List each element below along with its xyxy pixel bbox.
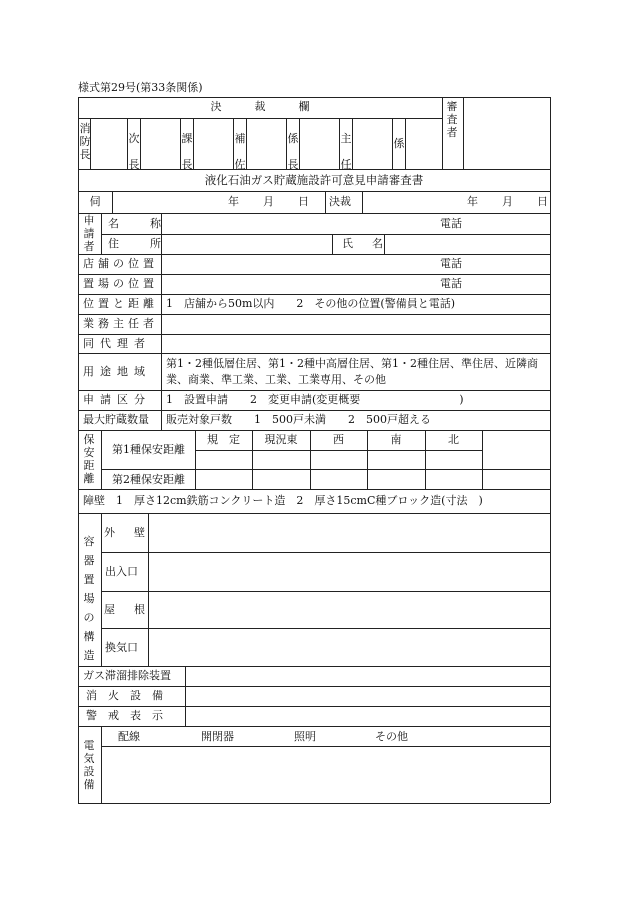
role-assistant: 補佐 xyxy=(234,132,246,171)
storage-location-label: 置場の位置 xyxy=(83,277,158,290)
first-class-distance-label: 第1種保安距離 xyxy=(112,443,185,456)
rule xyxy=(332,234,333,254)
rule xyxy=(352,118,353,169)
max-storage-label: 最大貯蔵数量 xyxy=(83,413,149,426)
distance-value: 1 店舗から50m以内 2 その他の位置(警備員と電話) xyxy=(166,297,456,310)
role-staff: 係 xyxy=(393,137,405,150)
zoning-line-1: 第1・2種低層住居、第1・2種中高層住居、第1・2種住居、準住居、近隣商 xyxy=(166,357,538,370)
rule xyxy=(101,552,550,553)
ventilation-label: 換気口 xyxy=(105,641,138,654)
rule xyxy=(78,430,550,431)
rule xyxy=(78,390,550,391)
safety-group-label: 保安距離 xyxy=(83,433,95,485)
form-title: 液化石油ガス貯蔵施設許可意見申請審査書 xyxy=(204,173,424,187)
manager-label: 業務主任者 xyxy=(83,317,158,330)
gas-exhaust-label: ガス滞溜排除装置 xyxy=(83,669,171,682)
other-label: その他 xyxy=(375,730,408,743)
rule xyxy=(78,410,550,411)
applicant-group-label: 申請者 xyxy=(83,214,95,253)
rule xyxy=(78,191,550,192)
rule xyxy=(78,213,550,214)
role-unit-chief: 係長 xyxy=(287,132,299,171)
rule xyxy=(362,191,363,213)
rule xyxy=(78,489,550,490)
rule xyxy=(78,334,550,335)
rule xyxy=(101,746,550,747)
inquiry-day: 日 xyxy=(298,195,309,208)
decision-heading: 決 裁 欄 xyxy=(210,100,310,113)
reviewer-label: 審査者 xyxy=(446,100,458,139)
rule xyxy=(405,118,406,169)
rule xyxy=(246,118,247,169)
rule xyxy=(299,118,300,169)
rule xyxy=(78,294,550,295)
name-phone-label: 電話 xyxy=(440,217,462,230)
outer-wall-label: 外 壁 xyxy=(104,526,149,539)
rule xyxy=(78,706,550,707)
rule xyxy=(101,234,550,235)
rule xyxy=(112,191,113,213)
decision-day: 日 xyxy=(537,195,548,208)
container-group-label: 容器置場の構造 xyxy=(83,535,95,662)
switch-label: 開閉器 xyxy=(201,730,234,743)
rule xyxy=(101,430,102,489)
rule xyxy=(442,97,443,169)
max-storage-value: 販売対象戸数 1 500戸未満 2 500戸超える xyxy=(166,413,431,426)
fire-equipment-label: 消 火 設 備 xyxy=(86,689,163,702)
form-number: 様式第29号(第33条関係) xyxy=(78,81,203,94)
electrical-group-label: 電気設備 xyxy=(83,739,95,791)
rule xyxy=(78,314,550,315)
header-current-east: 現況東 xyxy=(264,433,298,446)
application-type-label: 申請区分 xyxy=(83,393,151,406)
application-type-value: 1 設置申請 2 変更申請(変更概要 ) xyxy=(166,393,464,406)
header-north: 北 xyxy=(448,433,459,446)
store-phone-label: 電話 xyxy=(440,257,462,270)
storage-phone-label: 電話 xyxy=(440,277,462,290)
rule xyxy=(78,686,550,687)
zoning-line-2: 業、商業、準工業、工業、工業専用、その他 xyxy=(166,373,386,386)
inquiry-year: 年 xyxy=(228,195,239,208)
rule xyxy=(78,803,550,804)
distance-label: 位置と距離 xyxy=(83,297,158,310)
rule xyxy=(325,191,326,213)
rule xyxy=(482,430,483,489)
rule xyxy=(101,628,550,629)
name-label: 名 称 xyxy=(108,217,171,230)
second-class-distance-label: 第2種保安距離 xyxy=(112,473,185,486)
rule xyxy=(78,254,550,255)
rule xyxy=(78,118,442,119)
rule xyxy=(140,118,141,169)
barrier-row: 障壁 1 厚さ12cm鉄筋コンクリート造 2 厚さ15cmC種ブロック造(寸法 ) xyxy=(83,494,483,507)
rule xyxy=(78,97,550,98)
decision-month: 月 xyxy=(502,195,513,208)
warning-sign-label: 警 戒 表 示 xyxy=(86,709,163,722)
rule xyxy=(78,726,550,727)
role-fire-chief: 消防長 xyxy=(79,122,91,161)
role-deputy: 次長 xyxy=(128,132,140,171)
role-section-chief: 課長 xyxy=(181,132,193,171)
rule xyxy=(463,97,464,169)
decision-year: 年 xyxy=(467,195,478,208)
agent-label: 同代理者 xyxy=(83,337,151,350)
inquiry-month: 月 xyxy=(263,195,274,208)
header-south: 南 xyxy=(390,433,402,446)
rule xyxy=(193,118,194,169)
rule xyxy=(78,666,550,667)
rule xyxy=(195,450,482,451)
entrance-label: 出入口 xyxy=(105,565,138,578)
person-name-label: 氏 名 xyxy=(342,237,387,250)
address-label: 住 所 xyxy=(108,237,171,250)
decision-label: 決裁 xyxy=(329,195,351,208)
role-lead: 主任 xyxy=(340,132,352,171)
header-west: 西 xyxy=(333,433,344,446)
inquiry-label: 伺 xyxy=(89,195,101,208)
rule xyxy=(185,666,186,726)
lighting-label: 照明 xyxy=(294,730,316,743)
rule xyxy=(101,213,102,254)
rule xyxy=(101,591,550,592)
header-regulation: 規 定 xyxy=(207,433,240,446)
rule xyxy=(78,169,550,170)
rule xyxy=(78,274,550,275)
store-location-label: 店舗の位置 xyxy=(83,257,158,270)
rule xyxy=(101,726,102,803)
rule xyxy=(101,513,102,666)
rule xyxy=(78,353,550,354)
wiring-label: 配線 xyxy=(118,730,140,743)
zoning-label: 用途地域 xyxy=(83,365,151,378)
rule xyxy=(161,390,162,430)
rule xyxy=(550,97,551,803)
roof-label: 屋 根 xyxy=(104,603,149,616)
